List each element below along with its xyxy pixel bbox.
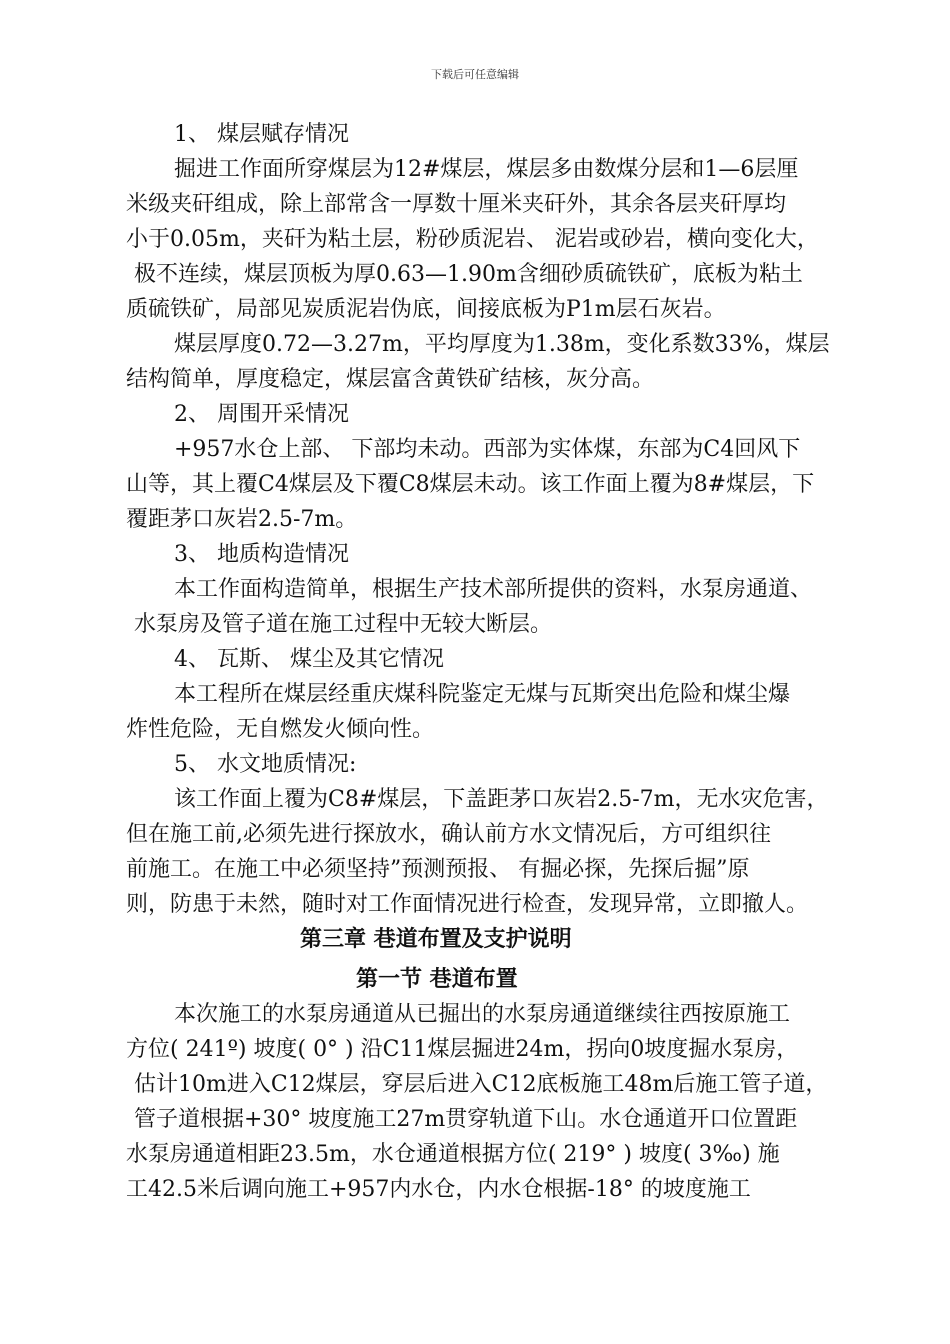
text-line: 极不连续，煤层顶板为厚0.63—1.90m含细砂质硫铁矿，底板为粘土 — [134, 262, 803, 287]
page-header: 下载后可任意编辑 — [431, 68, 519, 81]
text-line: 4、 瓦斯、 煤尘及其它情况 — [174, 647, 444, 672]
text-line: 本次施工的水泵房通道从已掘出的水泵房通道继续往西按原施工 — [174, 1002, 791, 1027]
chapter-title: 第三章 巷道布置及支护说明 — [300, 927, 572, 952]
text-line: 结构简单，厚度稳定，煤层富含黄铁矿结核，灰分高。 — [126, 367, 655, 392]
text-line: 该工作面上覆为C8#煤层，下盖距茅口灰岩2.5-7m，无水灾危害， — [174, 787, 829, 812]
text-line: 5、 水文地质情况: — [174, 752, 357, 777]
text-line: 本工程所在煤层经重庆煤科院鉴定无煤与瓦斯突出危险和煤尘爆 — [174, 682, 791, 707]
text-line: 但在施工前,必须先进行探放水，确认前方水文情况后，方可组织往 — [126, 822, 771, 847]
text-line: 方位( 241º) 坡度( 0° ) 沿C11煤层掘进24m，拐向0坡度掘水泵房， — [126, 1037, 799, 1062]
text-line: 小于0.05m，夹矸为粘土层，粉砂质泥岩、 泥岩或砂岩，横向变化大， — [126, 227, 819, 252]
text-line: 本工作面构造简单，根据生产技术部所提供的资料，水泵房通道、 — [174, 577, 813, 602]
text-line: 前施工。在施工中必须坚持”预测预报、 有掘必探，先探后掘”原 — [126, 857, 750, 882]
text-line: 掘进工作面所穿煤层为12#煤层，煤层多由数煤分层和1—6层厘 — [174, 157, 799, 182]
text-line: 3、 地质构造情况 — [174, 542, 349, 567]
text-line: 米级夹矸组成，除上部常含一厚数十厘米夹矸外，其余各层夹矸厚均 — [126, 192, 787, 217]
text-line: 1、 煤层赋存情况 — [174, 122, 349, 147]
text-line: 覆距茅口灰岩2.5-7m。 — [126, 507, 358, 532]
text-line: 水泵房及管子道在施工过程中无较大断层。 — [134, 612, 553, 637]
text-line: 则，防患于未然，随时对工作面情况进行检查，发现异常，立即撤人。 — [126, 892, 809, 917]
text-line: 炸性危险，无自燃发火倾向性。 — [126, 717, 435, 742]
text-line: 水泵房通道相距23.5m，水仓通道根据方位( 219° ) 坡度( 3‰) 施 — [126, 1142, 780, 1167]
text-line: +957水仓上部、 下部均未动。西部为实体煤，东部为C4回风下 — [174, 437, 801, 462]
text-line: 质硫铁矿，局部见炭质泥岩伪底，间接底板为P1m层石灰岩。 — [126, 297, 726, 322]
text-line: 估计10m进入C12煤层，穿层后进入C12底板施工48m后施工管子道， — [134, 1072, 828, 1097]
text-line: 煤层厚度0.72—3.27m，平均厚度为1.38m，变化系数33%，煤层 — [174, 332, 830, 357]
text-line: 管子道根据+30° 坡度施工27m贯穿轨道下山。水仓通道开口位置距 — [134, 1107, 798, 1132]
text-line: 山等，其上覆C4煤层及下覆C8煤层未动。该工作面上覆为8#煤层，下 — [126, 472, 815, 497]
text-line: 工42.5米后调向施工+957内水仓，内水仓根据-18° 的坡度施工 — [126, 1177, 751, 1202]
text-line: 2、 周围开采情况 — [174, 402, 349, 427]
section-title: 第一节 巷道布置 — [356, 967, 518, 992]
